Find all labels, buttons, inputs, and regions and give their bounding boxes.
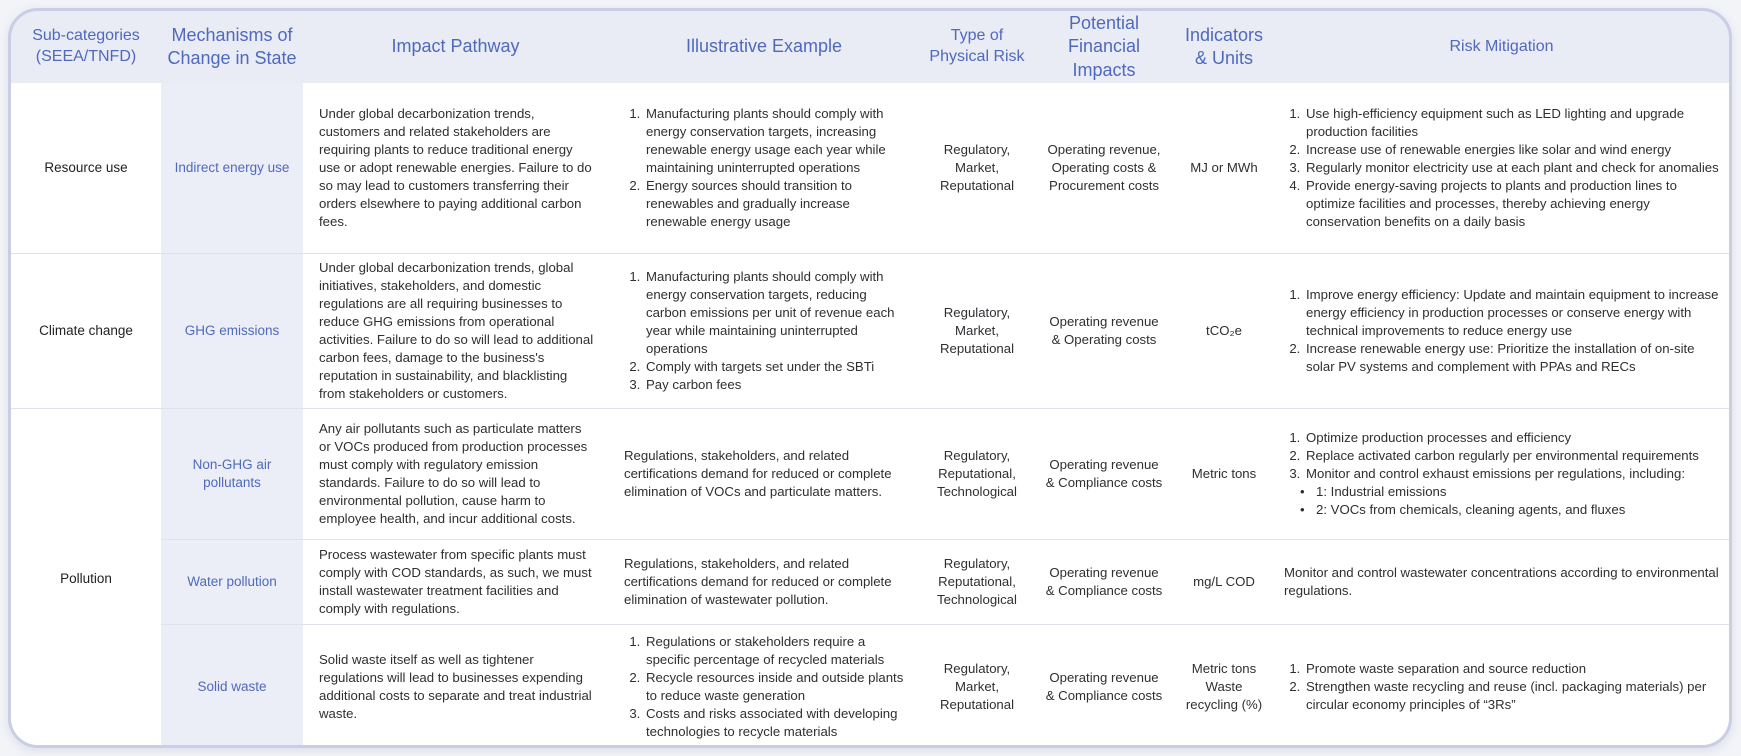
cell-subcategory: Resource use [11,83,161,254]
list-item: • 2: VOCs from chemicals, cleaning agents, and fluxes [1300,501,1719,519]
list-item: 1. Manufacturing plants should comply with energy conservation targets, reducing carbon emissions per unit of revenue each year while maintaining uninterrupted operations [644,268,908,358]
cell-subcategory: Climate change [11,254,161,409]
header-financial-impacts: Potential Financial Impacts [1067,12,1141,80]
list-item: 1. Use high-efficiency equipment such as LED lighting and upgrade production facilities [1304,105,1719,141]
header-row [11,11,1729,83]
table-row [11,83,1729,254]
list-item: 4. Provide energy-saving projects to plants and production lines to optimize facilities and processes, thereby achieving energy conservation benefits on a daily basis [1304,177,1719,231]
cell-impact-pathway: Any air pollutants such as particulate matters or VOCs produced from production processes must comply with regulatory emission standards. Failure to do so will lead to environmental pollution, cause harm to employee health, and incur additional costs. [303,409,608,540]
header-indicators: Indicators & Units [1184,24,1264,68]
indicator-line: Metric tons [1191,661,1257,676]
list-item: 3. Pay carbon fees [644,376,908,394]
indicator-line: Waste recycling (%) [1185,679,1263,712]
cell-indicator [1174,625,1274,749]
cell-indicator: mg/L COD [1174,540,1274,625]
cell-risk-type: Regulatory, Reputational, Technological [920,409,1034,540]
table-row [11,625,1729,749]
cell-impact-pathway: Process wastewater from specific plants must comply with COD standards, as such, we must install wastewater treatment facilities and comply with regulations. [303,540,608,625]
cell-mitigation [1274,409,1729,540]
cell-mechanism: Non-GHG air pollutants [161,409,303,540]
cell-mitigation: Monitor and control wastewater concentrations according to environmental regulations. [1274,540,1729,625]
cell-subcategory: Pollution [11,409,161,749]
cell-example: Regulations, stakeholders, and related certifications demand for reduced or complete elimination of wastewater pollution. [608,540,920,625]
list-item: 2. Comply with targets set under the SBTi [644,358,908,376]
header-physical-risk: Type of Physical Risk [929,27,1025,65]
cell-mitigation [1274,625,1729,749]
cell-financial: Operating revenue & Compliance costs [1034,625,1174,749]
table-card [8,8,1732,748]
list-item: 1. Optimize production processes and efficiency [1304,429,1719,447]
cell-risk-type: Regulatory, Reputational, Technological [920,540,1034,625]
cell-indicator: Metric tons [1174,409,1274,540]
cell-risk-type: Regulatory, Market, Reputational [920,83,1034,254]
header-subcategories: Sub-categories (SEEA/TNFD) [32,27,140,65]
cell-example: Regulations, stakeholders, and related certifications demand for reduced or complete elimination of VOCs and particulate matters. [608,409,920,540]
table-row [11,254,1729,409]
cell-mechanism: GHG emissions [161,254,303,409]
cell-example [608,625,920,749]
list-item: • 1: Industrial emissions [1300,483,1719,501]
cell-risk-type: Regulatory, Market, Reputational [920,254,1034,409]
list-item: 2. Recycle resources inside and outside plants to reduce waste generation [644,669,908,705]
cell-mitigation [1274,254,1729,409]
list-item: 3. Regularly monitor electricity use at each plant and check for anomalies [1304,159,1719,177]
cell-example [608,83,920,254]
cell-example [608,254,920,409]
cell-indicator: MJ or MWh [1174,83,1274,254]
cell-impact-pathway: Solid waste itself as well as tightener regulations will lead to businesses expending additional costs to separate and treat industrial waste. [303,625,608,749]
header-mechanisms: Mechanisms of Change in State [167,24,297,68]
list-item: 1. Improve energy efficiency: Update and maintain equipment to increase energy efficiency in production processes or conserve energy with technical improvements to reduce energy use [1304,286,1719,340]
cell-financial: Operating revenue & Compliance costs [1034,409,1174,540]
cell-mechanism: Solid waste [161,625,303,749]
table-row [11,540,1729,625]
header-risk-mitigation: Risk Mitigation [1449,37,1554,55]
list-item: 3. Monitor and control exhaust emissions per regulations, including: [1304,465,1719,483]
list-item: 2. Increase use of renewable energies like solar and wind energy [1304,141,1719,159]
header-illustrative-example: Illustrative Example [685,36,843,57]
risk-table [11,11,1729,748]
cell-financial: Operating revenue & Operating costs [1034,254,1174,409]
list-item: 2. Energy sources should transition to renewables and gradually increase renewable energy usage [644,177,908,231]
cell-impact-pathway: Under global decarbonization trends, customers and related stakeholders are requiring plants to reduce traditional energy use or adopt renewable energies. Failure to do so may lead to customers transferring their orders elsewhere to paying additional carbon fees. [303,83,608,254]
header-impact-pathway: Impact Pathway [391,36,520,57]
list-item: 2. Increase renewable energy use: Prioritize the installation of on-site solar PV systems and complement with PPAs and RECs [1304,340,1719,376]
list-item: 1. Manufacturing plants should comply with energy conservation targets, increasing renewable energy usage each year while maintaining uninterrupted operations [644,105,908,177]
list-item: 3. Costs and risks associated with developing technologies to recycle materials [644,705,908,741]
cell-mechanism: Indirect energy use [161,83,303,254]
table-row [11,409,1729,540]
cell-indicator: tCO₂e [1174,254,1274,409]
cell-mechanism: Water pollution [161,540,303,625]
list-item: 2. Replace activated carbon regularly per environmental requirements [1304,447,1719,465]
list-item: 1. Promote waste separation and source reduction [1304,660,1719,678]
list-item: 2. Strengthen waste recycling and reuse (incl. packaging materials) per circular economy principles of “3Rs” [1304,678,1719,714]
cell-financial: Operating revenue, Operating costs & Procurement costs [1034,83,1174,254]
cell-impact-pathway: Under global decarbonization trends, global initiatives, stakeholders, and domestic regulations are all requiring businesses to reduce GHG emissions from operational activities. Failure to do so will lead to additional carbon fees, damage to the business's reputation in sustainability, and blacklisting from stakeholders or customers. [303,254,608,409]
cell-risk-type: Regulatory, Market, Reputational [920,625,1034,749]
cell-financial: Operating revenue & Compliance costs [1034,540,1174,625]
list-item: 1. Regulations or stakeholders require a specific percentage of recycled materials [644,633,908,669]
cell-mitigation [1274,83,1729,254]
